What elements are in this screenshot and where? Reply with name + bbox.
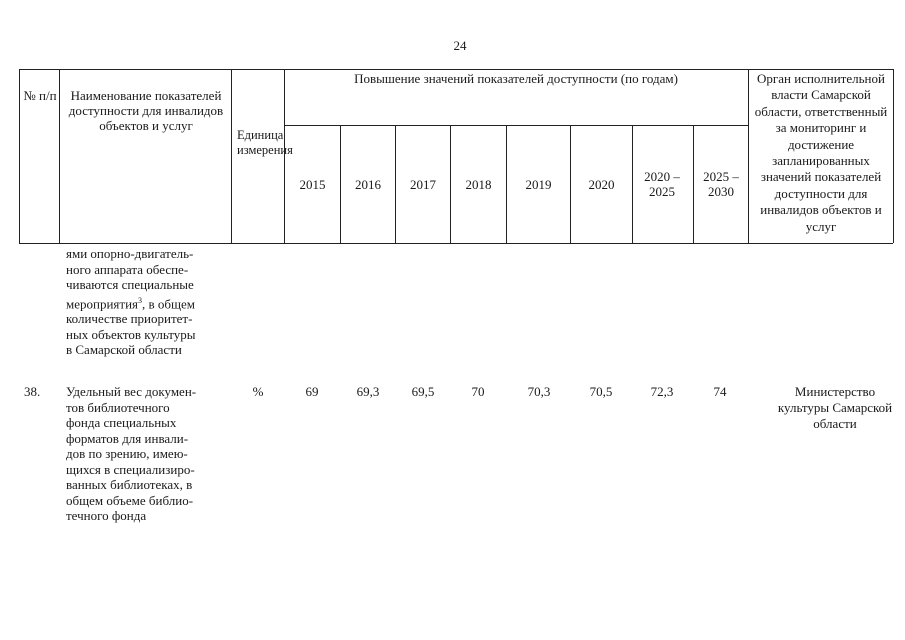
text-line: тов библиотечного <box>66 399 170 415</box>
col-border <box>231 69 232 243</box>
text-line: течного фонда <box>66 508 147 523</box>
text-line: фонда специальных <box>66 415 177 430</box>
header-top-border <box>19 69 893 70</box>
years-divider <box>284 125 748 126</box>
row-value: 69,5 <box>411 384 435 399</box>
row-name <box>66 384 229 524</box>
row-organ: Министерство культуры Самарской области <box>777 384 893 431</box>
header-unit: Единица измерения <box>237 128 293 157</box>
header-name: Наименование показателей доступности для инвалидов объектов и услуг <box>68 88 224 133</box>
header-bottom-border <box>19 243 893 244</box>
text-line <box>66 293 229 312</box>
text-line: ванных библиотеках, в <box>66 477 193 492</box>
row-value: 74 <box>713 384 727 399</box>
page-number: 24 <box>453 38 467 53</box>
row-value: 69 <box>305 384 319 399</box>
text-line: ных объектов культуры <box>66 326 196 342</box>
text-line: ями опорно-двигатель- <box>66 246 194 261</box>
col-border <box>19 69 20 243</box>
text-line: ного аппарата обеспе- <box>66 261 189 277</box>
text-line: количестве приоритет- <box>66 311 193 327</box>
col-border <box>59 69 60 243</box>
text-line: общем объеме библио- <box>66 492 194 508</box>
header-organ: Орган исполнительной власти Самарской области, ответственный за мониторинг и достижение запланированных значений показателей доступности для инвалидов объектов и услуг <box>754 71 888 234</box>
text-line: в Самарской области <box>66 342 182 358</box>
header-group-title: Повышение значений показателей доступности (по годам) <box>354 71 678 86</box>
text-line: щихся в специализиро- <box>66 461 195 477</box>
text-fragment: , в общем <box>142 295 196 311</box>
row-value: 70,3 <box>527 384 551 399</box>
header-year: 2020 <box>588 177 615 192</box>
text-fragment: мероприятия <box>66 295 139 311</box>
col-border <box>893 69 894 243</box>
text-line: чиваются специальные <box>66 277 194 292</box>
header-year: 2015 <box>299 177 326 192</box>
row-number: 38. <box>24 384 41 399</box>
header-year: 2019 <box>525 177 552 192</box>
header-year: 2018 <box>465 177 492 192</box>
footnote-mark: 3 <box>138 295 143 305</box>
header-year: 2025 – 2030 <box>703 169 739 199</box>
row-value: 72,3 <box>650 384 674 399</box>
header-num: № п/п <box>23 88 57 103</box>
row-value: 69,3 <box>356 384 380 399</box>
col-border <box>632 125 633 243</box>
header-year: 2017 <box>410 177 436 192</box>
header-year: 2020 – 2025 <box>644 169 680 199</box>
col-border <box>748 69 749 243</box>
row-value: 70,5 <box>589 384 613 399</box>
col-border <box>693 125 694 243</box>
continued-row-name <box>66 246 229 358</box>
text-line: Удельный вес докумен- <box>66 384 197 399</box>
text-line: форматов для инвали- <box>66 430 189 446</box>
header-year: 2016 <box>355 177 381 192</box>
row-unit: % <box>252 384 264 399</box>
row-value: 70 <box>471 384 485 399</box>
text-line: дов по зрению, имею- <box>66 446 188 461</box>
